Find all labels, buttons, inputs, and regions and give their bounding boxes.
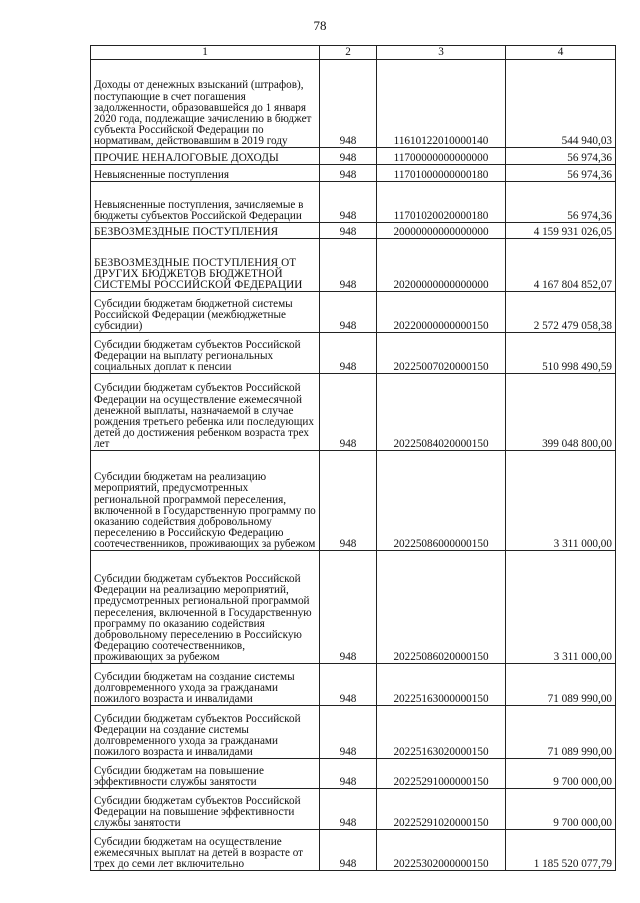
- table-row: [91, 60, 616, 148]
- row-name: Субсидии бюджетам на создание системы долговременного ухода за гражданами пожилого возраста и инвалидами: [91, 664, 320, 706]
- row-amount: 544 940,03: [506, 60, 616, 148]
- row-name: Субсидии бюджетам субъектов Российской Федерации на повышение эффективности службы занятости: [91, 789, 320, 830]
- row-amount: 510 998 490,59: [506, 333, 616, 374]
- row-budget-code: 20225086000000150: [377, 451, 506, 551]
- row-budget-code: 11701000000000180: [377, 165, 506, 182]
- row-name: Субсидии бюджетам бюджетной системы Российской Федерации (межбюджетные субсидии): [91, 292, 320, 333]
- row-name: Субсидии бюджетам субъектов Российской Федерации на выплату региональных социальных доплат к пенсии: [91, 333, 320, 374]
- row-amount: 56 974,36: [506, 182, 616, 223]
- row-name: Невыясненные поступления, зачисляемые в бюджеты субъектов Российской Федерации: [91, 182, 320, 223]
- row-amount: 4 159 931 026,05: [506, 223, 616, 239]
- table-row: [91, 551, 616, 664]
- table-row: [91, 451, 616, 551]
- table-row: [91, 759, 616, 789]
- row-budget-code: 20225291020000150: [377, 789, 506, 830]
- row-admin-code: 948: [320, 789, 377, 830]
- row-budget-code: 20225302000000150: [377, 830, 506, 871]
- table-row: [91, 664, 616, 706]
- row-name: БЕЗВОЗМЕЗДНЫЕ ПОСТУПЛЕНИЯ ОТ ДРУГИХ БЮДЖЕТОВ БЮДЖЕТНОЙ СИСТЕМЫ РОССИЙСКОЙ ФЕДЕРАЦИИ: [91, 239, 320, 292]
- row-amount: 1 185 520 077,79: [506, 830, 616, 871]
- row-name: Субсидии бюджетам на реализацию мероприятий, предусмотренных региональной программой переселения, включенной в Государственную программу по оказанию содействия добровольному переселению в Российскую Федерацию соотечественников, проживающих за рубежом: [91, 451, 320, 551]
- table-row: [91, 223, 616, 239]
- row-amount: 9 700 000,00: [506, 789, 616, 830]
- row-admin-code: 948: [320, 165, 377, 182]
- row-admin-code: 948: [320, 374, 377, 451]
- row-admin-code: 948: [320, 223, 377, 239]
- column-number: 3: [377, 46, 506, 60]
- row-budget-code: 20000000000000000: [377, 223, 506, 239]
- table-row: [91, 148, 616, 165]
- table-row: [91, 239, 616, 292]
- row-budget-code: 20220000000000150: [377, 292, 506, 333]
- row-admin-code: 948: [320, 706, 377, 759]
- row-admin-code: 948: [320, 830, 377, 871]
- row-budget-code: 11610122010000140: [377, 60, 506, 148]
- table-row: [91, 333, 616, 374]
- row-admin-code: 948: [320, 551, 377, 664]
- row-budget-code: 20225163000000150: [377, 664, 506, 706]
- column-number: 4: [506, 46, 616, 60]
- row-budget-code: 20200000000000000: [377, 239, 506, 292]
- row-amount: 3 311 000,00: [506, 451, 616, 551]
- row-amount: 3 311 000,00: [506, 551, 616, 664]
- budget-table: [90, 45, 616, 871]
- row-admin-code: 948: [320, 333, 377, 374]
- row-admin-code: 948: [320, 148, 377, 165]
- row-budget-code: 11701020020000180: [377, 182, 506, 223]
- row-name: БЕЗВОЗМЕЗДНЫЕ ПОСТУПЛЕНИЯ: [91, 223, 320, 239]
- row-name: Субсидии бюджетам на повышение эффективности службы занятости: [91, 759, 320, 789]
- row-name: Доходы от денежных взысканий (штрафов), поступающие в счет погашения задолженности, образовавшейся до 1 января 2020 года, подлежащие зачислению в бюджет субъекта Российской Федерации по нормативам, действовавшим в 2019 году: [91, 60, 320, 148]
- row-name: Субсидии бюджетам субъектов Российской Федерации на реализацию мероприятий, предусмотренных региональной программой переселения, включенной в Государственную программу по оказанию содействия добровольному переселению в Российскую Федерацию соотечественников, проживающих за рубежом: [91, 551, 320, 664]
- row-admin-code: 948: [320, 664, 377, 706]
- row-budget-code: 20225086020000150: [377, 551, 506, 664]
- row-name: Субсидии бюджетам на осуществление ежемесячных выплат на детей в возрасте от трех до семи лет включительно: [91, 830, 320, 871]
- row-admin-code: 948: [320, 239, 377, 292]
- row-name: Субсидии бюджетам субъектов Российской Федерации на создание системы долговременного ухода за гражданами пожилого возраста и инвалидами: [91, 706, 320, 759]
- table-row: [91, 830, 616, 871]
- row-admin-code: 948: [320, 451, 377, 551]
- row-name: Субсидии бюджетам субъектов Российской Федерации на осуществление ежемесячной денежной выплаты, назначаемой в случае рождения третьего ребенка или последующих детей до достижения ребенком возраста трех лет: [91, 374, 320, 451]
- row-budget-code: 20225007020000150: [377, 333, 506, 374]
- row-amount: 2 572 479 058,38: [506, 292, 616, 333]
- column-number-row: [91, 46, 616, 60]
- row-admin-code: 948: [320, 60, 377, 148]
- row-name: Невыясненные поступления: [91, 165, 320, 182]
- row-amount: 71 089 990,00: [506, 706, 616, 759]
- row-budget-code: 11700000000000000: [377, 148, 506, 165]
- row-budget-code: 20225291000000150: [377, 759, 506, 789]
- row-amount: 71 089 990,00: [506, 664, 616, 706]
- table-row: [91, 292, 616, 333]
- row-amount: 4 167 804 852,07: [506, 239, 616, 292]
- column-number: 2: [320, 46, 377, 60]
- row-admin-code: 948: [320, 292, 377, 333]
- row-name: ПРОЧИЕ НЕНАЛОГОВЫЕ ДОХОДЫ: [91, 148, 320, 165]
- row-admin-code: 948: [320, 759, 377, 789]
- column-number: 1: [91, 46, 320, 60]
- row-budget-code: 20225163020000150: [377, 706, 506, 759]
- table-row: [91, 182, 616, 223]
- row-amount: 9 700 000,00: [506, 759, 616, 789]
- row-admin-code: 948: [320, 182, 377, 223]
- table-row: [91, 374, 616, 451]
- page-number: 78: [313, 18, 327, 33]
- row-amount: 399 048 800,00: [506, 374, 616, 451]
- table-row: [91, 165, 616, 182]
- table-row: [91, 706, 616, 759]
- row-budget-code: 20225084020000150: [377, 374, 506, 451]
- row-amount: 56 974,36: [506, 165, 616, 182]
- row-amount: 56 974,36: [506, 148, 616, 165]
- table-row: [91, 789, 616, 830]
